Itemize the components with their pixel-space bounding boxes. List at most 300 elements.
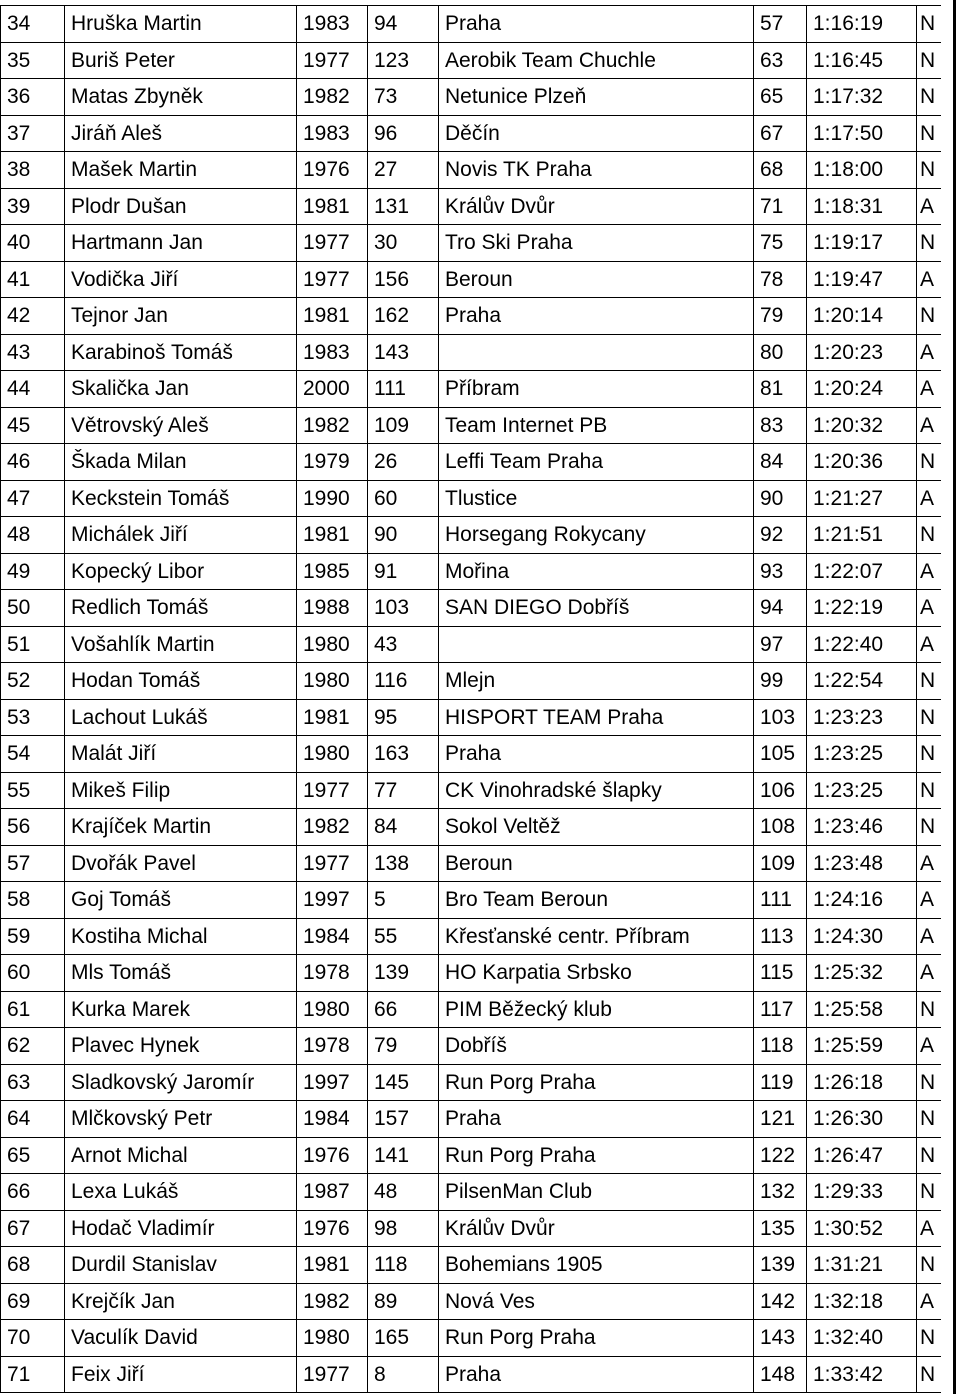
- table-row: [1, 809, 941, 846]
- place-cell: 65: [1, 1137, 65, 1174]
- birth-year-cell: 1981: [297, 517, 368, 554]
- club-cell: HISPORT TEAM Praha: [439, 699, 754, 736]
- category-rank-cell: 117: [754, 991, 807, 1028]
- bib-number-cell: 89: [368, 1283, 439, 1320]
- place-cell: 69: [1, 1283, 65, 1320]
- place-cell: 61: [1, 991, 65, 1028]
- runner-name-cell: Krajíček Martin: [65, 809, 297, 846]
- club-cell: Run Porg Praha: [439, 1064, 754, 1101]
- table-row: [1, 1283, 941, 1320]
- runner-name-cell: Kopecký Libor: [65, 553, 297, 590]
- club-cell: Praha: [439, 1356, 754, 1393]
- table-row: [1, 1320, 941, 1357]
- place-cell: 70: [1, 1320, 65, 1357]
- table-row: [1, 845, 941, 882]
- table-row: [1, 444, 941, 481]
- category-rank-cell: 118: [754, 1028, 807, 1065]
- bib-number-cell: 48: [368, 1174, 439, 1211]
- birth-year-cell: 1981: [297, 699, 368, 736]
- category-cell: A: [917, 407, 941, 444]
- birth-year-cell: 1980: [297, 626, 368, 663]
- category-cell: A: [917, 590, 941, 627]
- category-rank-cell: 79: [754, 298, 807, 335]
- category-cell: A: [917, 334, 941, 371]
- category-cell: N: [917, 42, 941, 79]
- category-cell: N: [917, 663, 941, 700]
- club-cell: Leffi Team Praha: [439, 444, 754, 481]
- runner-name-cell: Dvořák Pavel: [65, 845, 297, 882]
- club-cell: Beroun: [439, 261, 754, 298]
- bib-number-cell: 60: [368, 480, 439, 517]
- bib-number-cell: 73: [368, 79, 439, 116]
- table-row: [1, 590, 941, 627]
- birth-year-cell: 1983: [297, 334, 368, 371]
- table-row: [1, 955, 941, 992]
- place-cell: 68: [1, 1247, 65, 1284]
- category-rank-cell: 108: [754, 809, 807, 846]
- place-cell: 36: [1, 79, 65, 116]
- category-cell: N: [917, 225, 941, 262]
- category-cell: N: [917, 1320, 941, 1357]
- category-cell: A: [917, 553, 941, 590]
- finish-time-cell: 1:16:19: [807, 6, 917, 43]
- bib-number-cell: 131: [368, 188, 439, 225]
- runner-name-cell: Hruška Martin: [65, 6, 297, 43]
- bib-number-cell: 8: [368, 1356, 439, 1393]
- finish-time-cell: 1:23:25: [807, 772, 917, 809]
- runner-name-cell: Feix Jiří: [65, 1356, 297, 1393]
- runner-name-cell: Větrovský Aleš: [65, 407, 297, 444]
- runner-name-cell: Mašek Martin: [65, 152, 297, 189]
- category-cell: A: [917, 371, 941, 408]
- club-cell: Team Internet PB: [439, 407, 754, 444]
- category-rank-cell: 65: [754, 79, 807, 116]
- place-cell: 58: [1, 882, 65, 919]
- runner-name-cell: Skalička Jan: [65, 371, 297, 408]
- category-rank-cell: 71: [754, 188, 807, 225]
- bib-number-cell: 91: [368, 553, 439, 590]
- club-cell: Mlejn: [439, 663, 754, 700]
- table-row: [1, 918, 941, 955]
- club-cell: PilsenMan Club: [439, 1174, 754, 1211]
- category-rank-cell: 93: [754, 553, 807, 590]
- finish-time-cell: 1:17:50: [807, 115, 917, 152]
- bib-number-cell: 162: [368, 298, 439, 335]
- place-cell: 44: [1, 371, 65, 408]
- finish-time-cell: 1:21:51: [807, 517, 917, 554]
- category-rank-cell: 103: [754, 699, 807, 736]
- birth-year-cell: 1981: [297, 298, 368, 335]
- bib-number-cell: 77: [368, 772, 439, 809]
- birth-year-cell: 1976: [297, 1210, 368, 1247]
- category-rank-cell: 80: [754, 334, 807, 371]
- club-cell: Tro Ski Praha: [439, 225, 754, 262]
- category-cell: N: [917, 1356, 941, 1393]
- results-body: [1, 6, 941, 1393]
- club-cell: [439, 334, 754, 371]
- club-cell: Praha: [439, 6, 754, 43]
- birth-year-cell: 1980: [297, 991, 368, 1028]
- table-row: [1, 1028, 941, 1065]
- runner-name-cell: Keckstein Tomáš: [65, 480, 297, 517]
- table-row: [1, 553, 941, 590]
- finish-time-cell: 1:25:32: [807, 955, 917, 992]
- runner-name-cell: Hartmann Jan: [65, 225, 297, 262]
- bib-number-cell: 27: [368, 152, 439, 189]
- table-row: [1, 699, 941, 736]
- runner-name-cell: Mikeš Filip: [65, 772, 297, 809]
- finish-time-cell: 1:26:18: [807, 1064, 917, 1101]
- category-cell: A: [917, 188, 941, 225]
- runner-name-cell: Goj Tomáš: [65, 882, 297, 919]
- birth-year-cell: 1977: [297, 42, 368, 79]
- birth-year-cell: 1979: [297, 444, 368, 481]
- birth-year-cell: 1985: [297, 553, 368, 590]
- bib-number-cell: 165: [368, 1320, 439, 1357]
- category-rank-cell: 148: [754, 1356, 807, 1393]
- place-cell: 54: [1, 736, 65, 773]
- club-cell: Nová Ves: [439, 1283, 754, 1320]
- finish-time-cell: 1:30:52: [807, 1210, 917, 1247]
- category-rank-cell: 68: [754, 152, 807, 189]
- bib-number-cell: 145: [368, 1064, 439, 1101]
- category-cell: A: [917, 918, 941, 955]
- club-cell: Beroun: [439, 845, 754, 882]
- place-cell: 47: [1, 480, 65, 517]
- category-rank-cell: 115: [754, 955, 807, 992]
- birth-year-cell: 1978: [297, 955, 368, 992]
- runner-name-cell: Lachout Lukáš: [65, 699, 297, 736]
- club-cell: HO Karpatia Srbsko: [439, 955, 754, 992]
- category-cell: N: [917, 991, 941, 1028]
- birth-year-cell: 1983: [297, 115, 368, 152]
- category-rank-cell: 142: [754, 1283, 807, 1320]
- birth-year-cell: 1977: [297, 845, 368, 882]
- category-cell: N: [917, 809, 941, 846]
- bib-number-cell: 143: [368, 334, 439, 371]
- finish-time-cell: 1:18:31: [807, 188, 917, 225]
- category-rank-cell: 84: [754, 444, 807, 481]
- bib-number-cell: 103: [368, 590, 439, 627]
- category-rank-cell: 63: [754, 42, 807, 79]
- birth-year-cell: 1997: [297, 1064, 368, 1101]
- table-row: [1, 407, 941, 444]
- table-row: [1, 42, 941, 79]
- category-rank-cell: 97: [754, 626, 807, 663]
- club-cell: Křesťanské centr. Příbram: [439, 918, 754, 955]
- runner-name-cell: Vaculík David: [65, 1320, 297, 1357]
- place-cell: 52: [1, 663, 65, 700]
- runner-name-cell: Mls Tomáš: [65, 955, 297, 992]
- category-rank-cell: 119: [754, 1064, 807, 1101]
- birth-year-cell: 1990: [297, 480, 368, 517]
- bib-number-cell: 139: [368, 955, 439, 992]
- category-rank-cell: 121: [754, 1101, 807, 1138]
- birth-year-cell: 1977: [297, 772, 368, 809]
- runner-name-cell: Matas Zbyněk: [65, 79, 297, 116]
- category-rank-cell: 67: [754, 115, 807, 152]
- birth-year-cell: 1982: [297, 809, 368, 846]
- table-row: [1, 1356, 941, 1393]
- bib-number-cell: 30: [368, 225, 439, 262]
- club-cell: [439, 626, 754, 663]
- category-rank-cell: 78: [754, 261, 807, 298]
- club-cell: Netunice Plzeň: [439, 79, 754, 116]
- bib-number-cell: 90: [368, 517, 439, 554]
- table-row: [1, 261, 941, 298]
- place-cell: 59: [1, 918, 65, 955]
- category-cell: A: [917, 955, 941, 992]
- category-rank-cell: 113: [754, 918, 807, 955]
- category-cell: N: [917, 79, 941, 116]
- runner-name-cell: Buriš Peter: [65, 42, 297, 79]
- category-cell: N: [917, 1064, 941, 1101]
- category-cell: N: [917, 298, 941, 335]
- category-rank-cell: 81: [754, 371, 807, 408]
- runner-name-cell: Arnot Michal: [65, 1137, 297, 1174]
- bib-number-cell: 123: [368, 42, 439, 79]
- birth-year-cell: 1984: [297, 918, 368, 955]
- category-cell: N: [917, 115, 941, 152]
- finish-time-cell: 1:26:47: [807, 1137, 917, 1174]
- club-cell: Mořina: [439, 553, 754, 590]
- birth-year-cell: 1984: [297, 1101, 368, 1138]
- place-cell: 35: [1, 42, 65, 79]
- bib-number-cell: 116: [368, 663, 439, 700]
- club-cell: Tlustice: [439, 480, 754, 517]
- category-cell: N: [917, 1247, 941, 1284]
- finish-time-cell: 1:18:00: [807, 152, 917, 189]
- finish-time-cell: 1:22:54: [807, 663, 917, 700]
- runner-name-cell: Karabinoš Tomáš: [65, 334, 297, 371]
- category-cell: N: [917, 1137, 941, 1174]
- runner-name-cell: Kostiha Michal: [65, 918, 297, 955]
- table-row: [1, 115, 941, 152]
- birth-year-cell: 1976: [297, 152, 368, 189]
- right-border-rule: [953, 0, 956, 1394]
- club-cell: Děčín: [439, 115, 754, 152]
- finish-time-cell: 1:22:07: [807, 553, 917, 590]
- club-cell: Sokol Veltěž: [439, 809, 754, 846]
- place-cell: 51: [1, 626, 65, 663]
- finish-time-cell: 1:25:58: [807, 991, 917, 1028]
- table-row: [1, 882, 941, 919]
- category-cell: A: [917, 261, 941, 298]
- birth-year-cell: 1982: [297, 1283, 368, 1320]
- birth-year-cell: 1980: [297, 1320, 368, 1357]
- finish-time-cell: 1:23:25: [807, 736, 917, 773]
- table-row: [1, 1137, 941, 1174]
- bib-number-cell: 141: [368, 1137, 439, 1174]
- finish-time-cell: 1:21:27: [807, 480, 917, 517]
- category-rank-cell: 139: [754, 1247, 807, 1284]
- place-cell: 43: [1, 334, 65, 371]
- category-cell: N: [917, 517, 941, 554]
- place-cell: 57: [1, 845, 65, 882]
- birth-year-cell: 1997: [297, 882, 368, 919]
- club-cell: Novis TK Praha: [439, 152, 754, 189]
- club-cell: SAN DIEGO Dobříš: [439, 590, 754, 627]
- runner-name-cell: Plavec Hynek: [65, 1028, 297, 1065]
- club-cell: Bohemians 1905: [439, 1247, 754, 1284]
- runner-name-cell: Tejnor Jan: [65, 298, 297, 335]
- place-cell: 60: [1, 955, 65, 992]
- club-cell: Dobříš: [439, 1028, 754, 1065]
- club-cell: Příbram: [439, 371, 754, 408]
- bib-number-cell: 95: [368, 699, 439, 736]
- club-cell: PIM Běžecký klub: [439, 991, 754, 1028]
- finish-time-cell: 1:20:23: [807, 334, 917, 371]
- runner-name-cell: Durdil Stanislav: [65, 1247, 297, 1284]
- bib-number-cell: 84: [368, 809, 439, 846]
- bib-number-cell: 26: [368, 444, 439, 481]
- category-rank-cell: 106: [754, 772, 807, 809]
- category-cell: A: [917, 845, 941, 882]
- table-row: [1, 1247, 941, 1284]
- category-cell: N: [917, 699, 941, 736]
- runner-name-cell: Michálek Jiří: [65, 517, 297, 554]
- category-rank-cell: 83: [754, 407, 807, 444]
- category-cell: N: [917, 444, 941, 481]
- birth-year-cell: 2000: [297, 371, 368, 408]
- club-cell: Praha: [439, 298, 754, 335]
- category-rank-cell: 90: [754, 480, 807, 517]
- results-table: [0, 5, 941, 1393]
- category-cell: N: [917, 1101, 941, 1138]
- finish-time-cell: 1:19:47: [807, 261, 917, 298]
- table-row: [1, 334, 941, 371]
- finish-time-cell: 1:29:33: [807, 1174, 917, 1211]
- place-cell: 49: [1, 553, 65, 590]
- category-cell: N: [917, 772, 941, 809]
- place-cell: 64: [1, 1101, 65, 1138]
- birth-year-cell: 1983: [297, 6, 368, 43]
- bib-number-cell: 157: [368, 1101, 439, 1138]
- table-row: [1, 188, 941, 225]
- runner-name-cell: Lexa Lukáš: [65, 1174, 297, 1211]
- place-cell: 38: [1, 152, 65, 189]
- place-cell: 56: [1, 809, 65, 846]
- category-rank-cell: 92: [754, 517, 807, 554]
- table-row: [1, 6, 941, 43]
- table-row: [1, 663, 941, 700]
- runner-name-cell: Mlčkovský Petr: [65, 1101, 297, 1138]
- table-row: [1, 736, 941, 773]
- bib-number-cell: 163: [368, 736, 439, 773]
- place-cell: 62: [1, 1028, 65, 1065]
- place-cell: 39: [1, 188, 65, 225]
- place-cell: 42: [1, 298, 65, 335]
- category-cell: N: [917, 6, 941, 43]
- table-row: [1, 371, 941, 408]
- bib-number-cell: 138: [368, 845, 439, 882]
- finish-time-cell: 1:20:36: [807, 444, 917, 481]
- category-rank-cell: 143: [754, 1320, 807, 1357]
- table-row: [1, 1210, 941, 1247]
- category-cell: A: [917, 1283, 941, 1320]
- table-row: [1, 480, 941, 517]
- place-cell: 66: [1, 1174, 65, 1211]
- birth-year-cell: 1982: [297, 407, 368, 444]
- birth-year-cell: 1977: [297, 261, 368, 298]
- place-cell: 45: [1, 407, 65, 444]
- table-row: [1, 517, 941, 554]
- birth-year-cell: 1981: [297, 188, 368, 225]
- category-rank-cell: 75: [754, 225, 807, 262]
- runner-name-cell: Hodan Tomáš: [65, 663, 297, 700]
- birth-year-cell: 1977: [297, 1356, 368, 1393]
- runner-name-cell: Kurka Marek: [65, 991, 297, 1028]
- finish-time-cell: 1:24:16: [807, 882, 917, 919]
- category-rank-cell: 111: [754, 882, 807, 919]
- table-row: [1, 1064, 941, 1101]
- category-rank-cell: 122: [754, 1137, 807, 1174]
- table-row: [1, 225, 941, 262]
- runner-name-cell: Vodička Jiří: [65, 261, 297, 298]
- runner-name-cell: Vošahlík Martin: [65, 626, 297, 663]
- table-row: [1, 1174, 941, 1211]
- runner-name-cell: Plodr Dušan: [65, 188, 297, 225]
- finish-time-cell: 1:19:17: [807, 225, 917, 262]
- finish-time-cell: 1:20:24: [807, 371, 917, 408]
- birth-year-cell: 1982: [297, 79, 368, 116]
- place-cell: 71: [1, 1356, 65, 1393]
- category-cell: N: [917, 152, 941, 189]
- birth-year-cell: 1976: [297, 1137, 368, 1174]
- bib-number-cell: 98: [368, 1210, 439, 1247]
- runner-name-cell: Sladkovský Jaromír: [65, 1064, 297, 1101]
- place-cell: 55: [1, 772, 65, 809]
- club-cell: Králův Dvůr: [439, 188, 754, 225]
- finish-time-cell: 1:24:30: [807, 918, 917, 955]
- bib-number-cell: 118: [368, 1247, 439, 1284]
- club-cell: Run Porg Praha: [439, 1137, 754, 1174]
- club-cell: Aerobik Team Chuchle: [439, 42, 754, 79]
- bib-number-cell: 55: [368, 918, 439, 955]
- category-cell: N: [917, 736, 941, 773]
- finish-time-cell: 1:20:14: [807, 298, 917, 335]
- runner-name-cell: Redlich Tomáš: [65, 590, 297, 627]
- club-cell: Horsegang Rokycany: [439, 517, 754, 554]
- place-cell: 40: [1, 225, 65, 262]
- place-cell: 50: [1, 590, 65, 627]
- finish-time-cell: 1:32:40: [807, 1320, 917, 1357]
- category-rank-cell: 99: [754, 663, 807, 700]
- category-rank-cell: 135: [754, 1210, 807, 1247]
- finish-time-cell: 1:16:45: [807, 42, 917, 79]
- table-row: [1, 298, 941, 335]
- category-cell: N: [917, 1174, 941, 1211]
- bib-number-cell: 156: [368, 261, 439, 298]
- club-cell: CK Vinohradské šlapky: [439, 772, 754, 809]
- place-cell: 37: [1, 115, 65, 152]
- table-row: [1, 152, 941, 189]
- runner-name-cell: Škada Milan: [65, 444, 297, 481]
- bib-number-cell: 94: [368, 6, 439, 43]
- runner-name-cell: Malát Jiří: [65, 736, 297, 773]
- birth-year-cell: 1980: [297, 736, 368, 773]
- finish-time-cell: 1:20:32: [807, 407, 917, 444]
- category-rank-cell: 132: [754, 1174, 807, 1211]
- table-row: [1, 991, 941, 1028]
- birth-year-cell: 1987: [297, 1174, 368, 1211]
- place-cell: 67: [1, 1210, 65, 1247]
- bib-number-cell: 43: [368, 626, 439, 663]
- birth-year-cell: 1977: [297, 225, 368, 262]
- runner-name-cell: Jiráň Aleš: [65, 115, 297, 152]
- finish-time-cell: 1:22:40: [807, 626, 917, 663]
- finish-time-cell: 1:23:46: [807, 809, 917, 846]
